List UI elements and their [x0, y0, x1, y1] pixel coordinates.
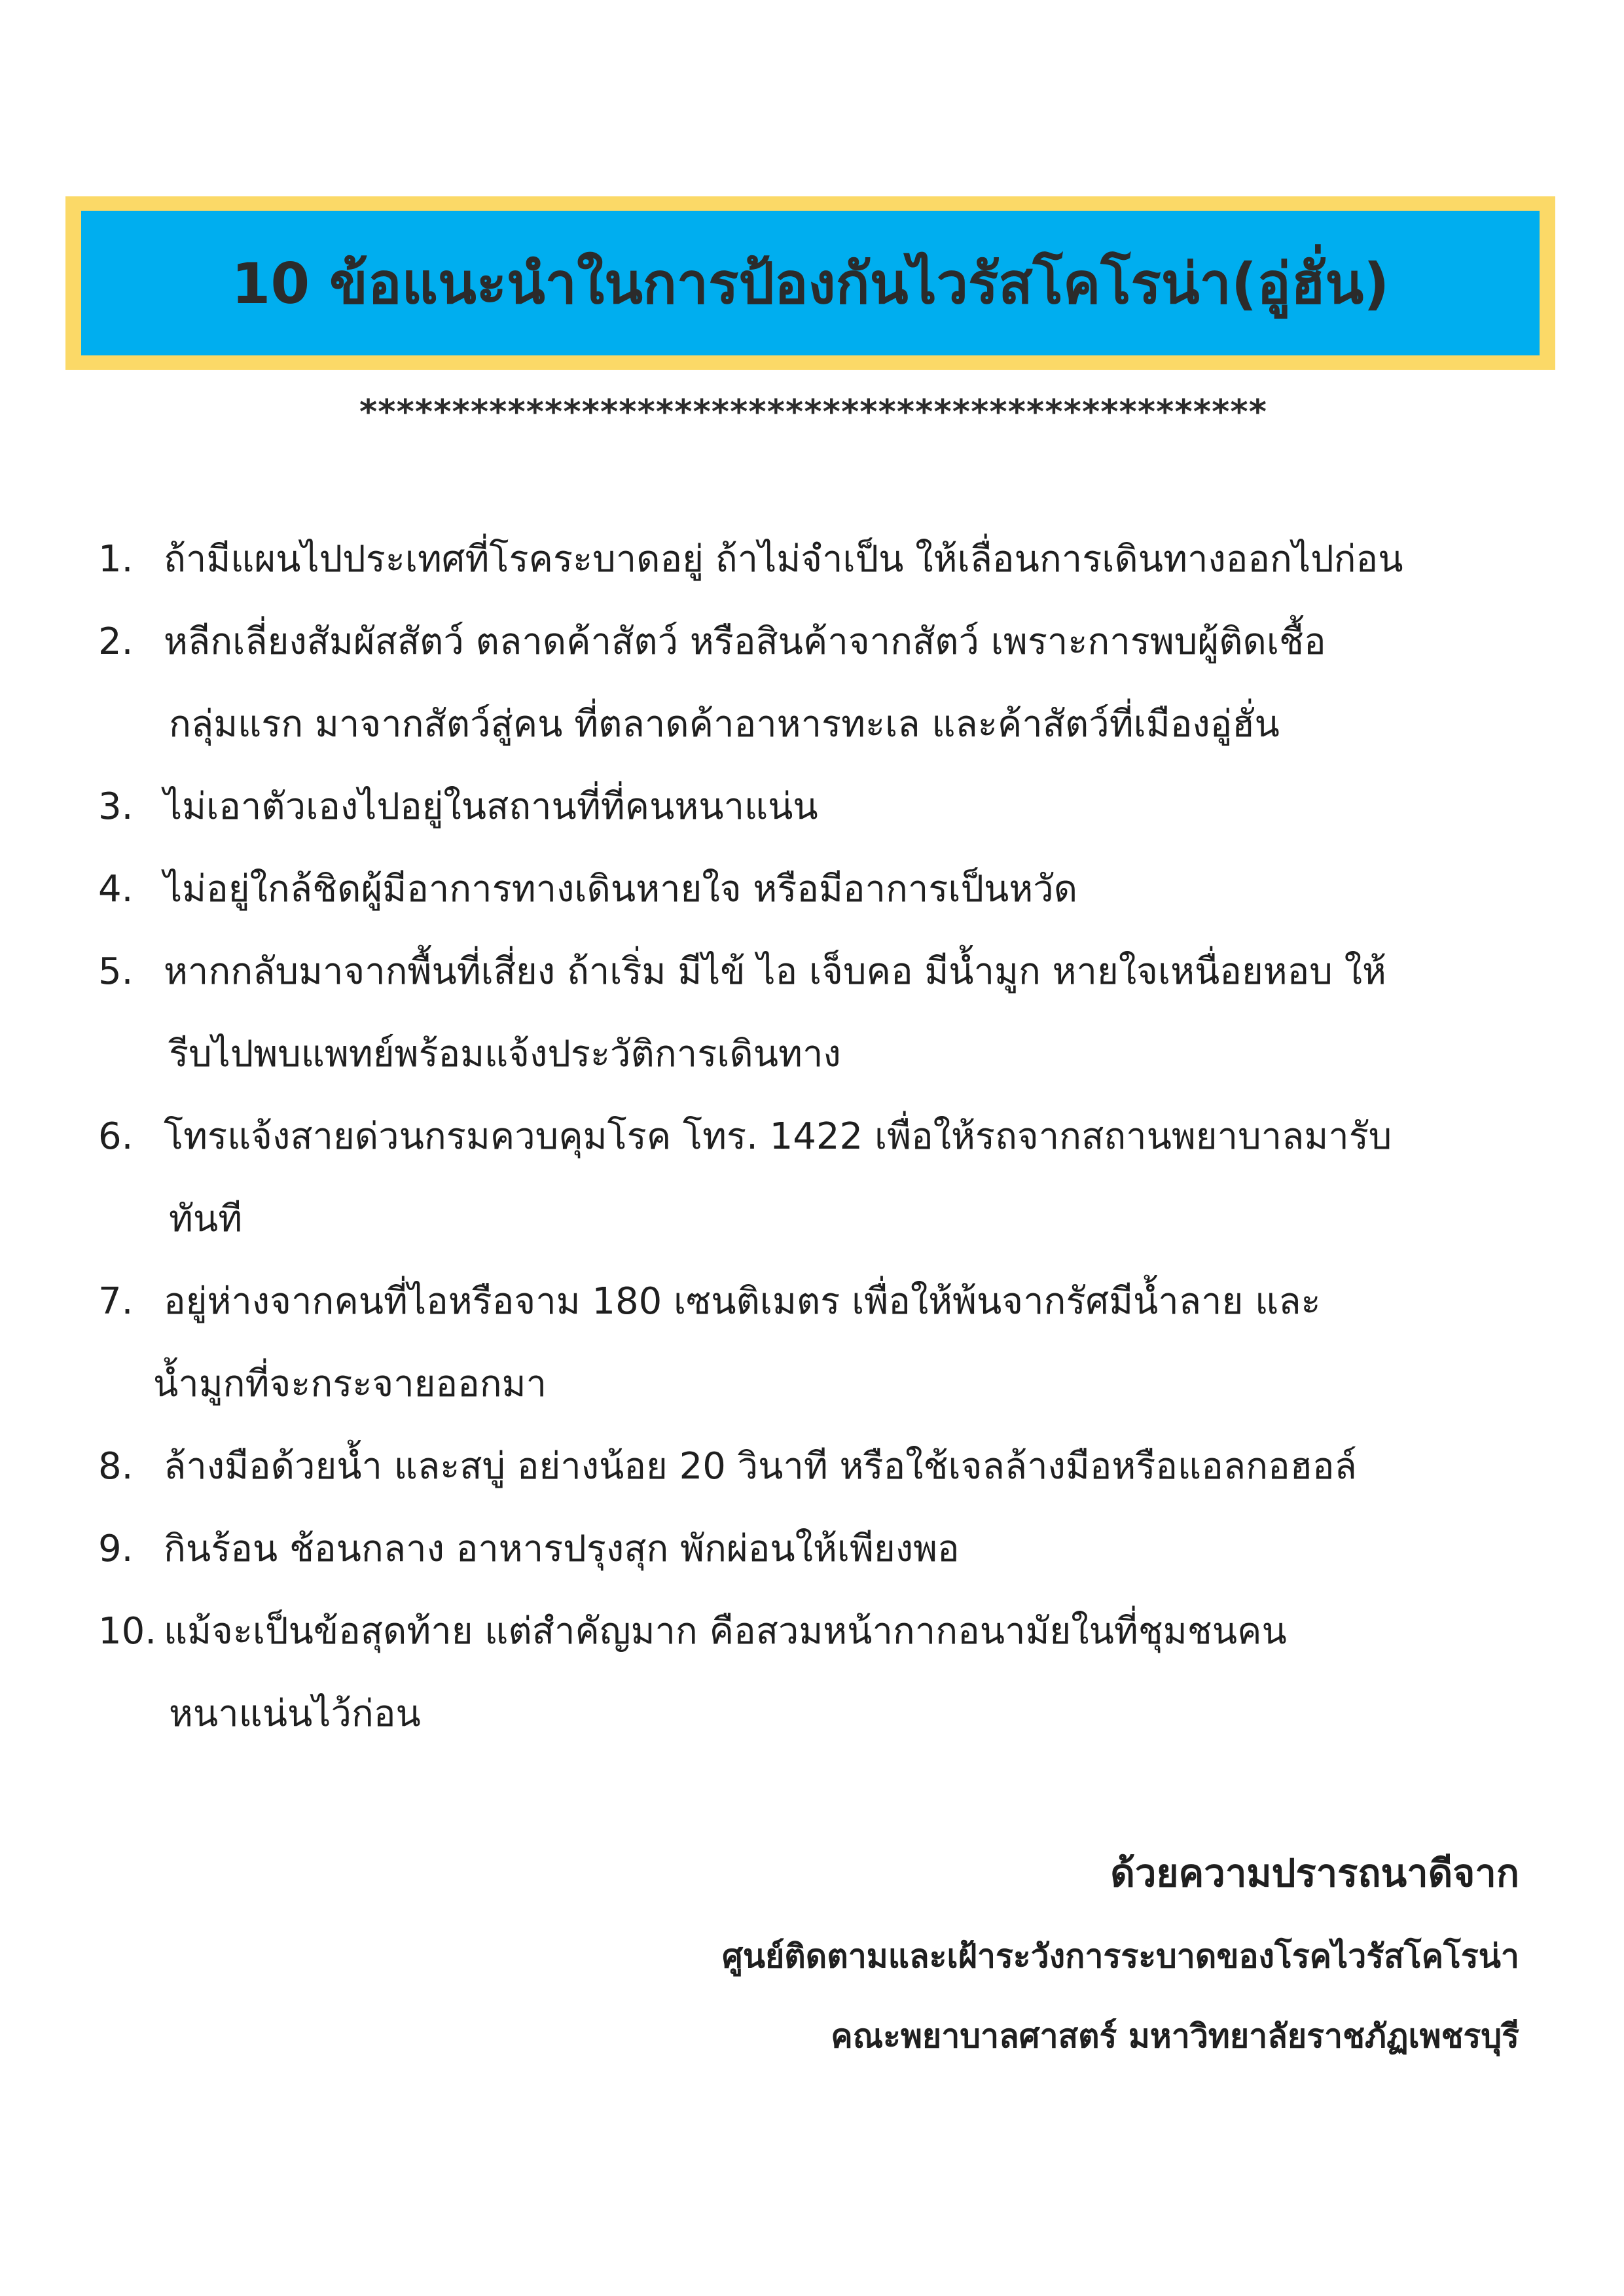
- item-number: 8.: [98, 1445, 134, 1488]
- item-number: 1.: [98, 538, 134, 581]
- item-text: กินร้อน ช้อนกลาง อาหารปรุงสุก พักผ่อนให้เพียงพอ: [164, 1528, 960, 1570]
- item-number: 6.: [98, 1115, 134, 1158]
- item-text-continued: กลุ่มแรก มาจากสัตว์สู่คน ที่ตลาดค้าอาหารทะเล และค้าสัตว์ที่เมืองอู่ฮั่น: [169, 703, 1280, 745]
- asterisk-divider: *************************************************: [357, 393, 1267, 432]
- item-number: 10.: [98, 1610, 157, 1653]
- item-number: 4.: [98, 868, 134, 910]
- item-text: ไม่เอาตัวเองไปอยู่ในสถานที่ที่คนหนาแน่น: [164, 785, 818, 828]
- signature-greeting: ด้วยความปรารถนาดีจาก: [1110, 1851, 1519, 1895]
- item-text: อยู่ห่างจากคนที่ไอหรือจาม 180 เซนติเมตร เพื่อให้พ้นจากรัศมีน้ำลาย และ: [164, 1280, 1321, 1323]
- item-number: 9.: [98, 1528, 134, 1570]
- title-frame: [65, 196, 1555, 370]
- list-item: [98, 766, 1558, 848]
- list-item: [98, 1508, 1558, 1590]
- item-text: ไม่อยู่ใกล้ชิดผู้มีอาการทางเดินหายใจ หรือมีอาการเป็นหวัด: [164, 868, 1078, 910]
- item-text-continued: หนาแน่นไว้ก่อน: [169, 1693, 421, 1735]
- item-text-continued: ทันที: [169, 1198, 243, 1240]
- item-text: โทรแจ้งสายด่วนกรมควบคุมโรค โทร. 1422 เพื่อให้รถจากสถานพยาบาลมารับ: [164, 1115, 1392, 1158]
- list-item: [98, 931, 1558, 1096]
- item-text: ล้างมือด้วยน้ำ และสบู่ อย่างน้อย 20 วินาที หรือใช้เจลล้างมือหรือแอลกอฮอล์: [164, 1445, 1357, 1488]
- list-item: [98, 1590, 1558, 1755]
- item-text: หลีกเลี่ยงสัมผัสสัตว์ ตลาดค้าสัตว์ หรือสินค้าจากสัตว์ เพราะการพบผู้ติดเชื้อ: [164, 620, 1326, 663]
- item-text: แม้จะเป็นข้อสุดท้าย แต่สำคัญมาก คือสวมหน้ากากอนามัยในที่ชุมชนคน: [164, 1610, 1287, 1653]
- list-item: [98, 848, 1558, 931]
- item-text: ถ้ามีแผนไปประเทศที่โรคระบาดอยู่ ถ้าไม่จำเป็น ให้เลื่อนการเดินทางออกไปก่อน: [164, 538, 1403, 581]
- item-text-continued: รีบไปพบแพทย์พร้อมแจ้งประวัติการเดินทาง: [169, 1033, 841, 1075]
- signature-faculty: คณะพยาบาลศาสตร์ มหาวิทยาลัยราชภัฏเพชรบุรี: [831, 2017, 1519, 2055]
- page-title: 10 ข้อแนะนำในการป้องกันไวรัสโคโรน่า(อู่ฮั่น): [231, 251, 1390, 317]
- item-text-continued: น้ำมูกที่จะกระจายออกมา: [153, 1363, 547, 1405]
- signature-organization: ศูนย์ติดตามและเฝ้าระวังการระบาดของโรคไวรัสโคโรน่า: [722, 1937, 1519, 1975]
- item-number: 7.: [98, 1280, 134, 1323]
- item-number: 3.: [98, 785, 134, 828]
- list-item: [98, 518, 1558, 601]
- item-text: หากกลับมาจากพื้นที่เสี่ยง ถ้าเริ่ม มีไข้ ไอ เจ็บคอ มีน้ำมูก หายใจเหนื่อยหอบ ให้: [164, 950, 1386, 993]
- item-number: 2.: [98, 620, 134, 663]
- list-item: [98, 1096, 1558, 1261]
- list-item: [98, 1426, 1558, 1508]
- title-banner: [81, 211, 1540, 355]
- list-item: [98, 1261, 1558, 1426]
- item-number: 5.: [98, 950, 134, 993]
- advice-list: [98, 518, 1558, 1755]
- list-item: [98, 601, 1558, 766]
